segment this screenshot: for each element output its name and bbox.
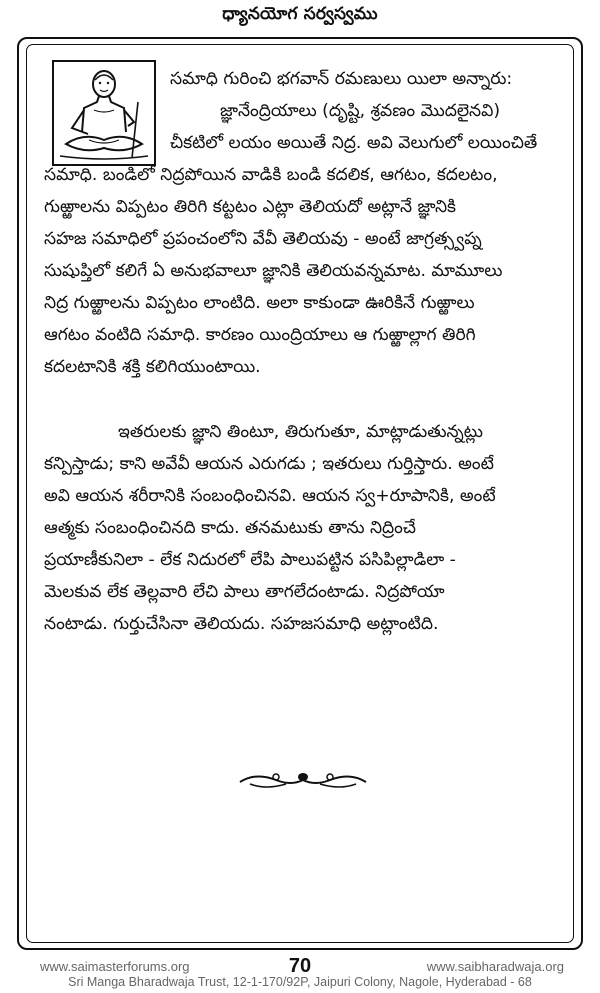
text-line: నంటాడు. గుర్తుచేసినా తెలియదు. సహజసమాధి అట్లాంటిది. [44,614,439,634]
text-line: ఆత్మకు సంబంధించినది కాదు. తనమటుకు తాను నిద్రించే [44,518,416,538]
text-line: ప్రయాణీకునిలా - లేక నిదురలో లేపి పాలుపట్టిన పసిపిల్లాడిలా - [44,550,456,570]
seated-sage-icon [54,62,154,164]
text-line: సుషుప్తిలో కలిగే ఏ అనుభవాలూ జ్ఞానికి తెలియవన్నమాట. మామూలు [44,261,503,281]
text-line: సమాధి గురించి భగవాన్ రమణులు యిలా అన్నారు: [170,69,513,89]
text-line: మెలకువ లేక తెల్లవారి లేచి పాలు తాగలేదంటాడు. నిద్రపోయా [44,582,445,602]
text-line: నిద్ర గుఱ్ఱాలను విప్పటం లాంటిది. అలా కాకుండా ఊరికినే గుఱ్ఱాలు [44,293,475,313]
author-portrait-image [52,60,156,166]
paragraph-1-body [44,159,502,383]
text-line: అవి ఆయన శరీరానికి సంబంధించినవి. ఆయన స్వ+రూపానికి, అంటే [44,486,496,506]
footer-address: Sri Manga Bharadwaja Trust, 12-1-170/92P, Jaipuri Colony, Nagole, Hyderabad - 68 [68,975,532,989]
running-header: ధ్యానయోగ సర్వస్వము [222,4,378,24]
text-line: ఆగటం వంటిది సమాధి. కారణం యింద్రియాలు ఆ గుఱ్ఱాల్లాగ తిరిగి [44,325,476,345]
text-line: కదలటానికి శక్తి కలిగియుంటాయి. [44,357,261,377]
text-line: కన్పిస్తాడు; కాని అవేవీ ఆయన ఎరుగడు ; ఇతరులు గుర్తిస్తారు. అంటే [44,454,494,474]
page-number: 70 [288,955,312,977]
text-line: జ్ఞానేంద్రియాలు (దృష్టి, శ్రవణం మొదలైనవి) [220,101,501,121]
text-line: చీకటిలో లయం అయితే నిద్ర. అవి వెలుగులో లయించితే [170,133,538,153]
footer-website-right: www.saibharadwaja.org [426,959,564,974]
text-line: సహజ సమాధిలో ప్రపంచంలోని వేవీ తెలియవు - అంటే జాగ్రత్స్వప్న [44,229,482,249]
end-ornament-icon [236,768,370,792]
paragraph-2 [44,416,496,640]
footer-website-left: www.saimasterforums.org [40,959,190,974]
text-line: గుఱ్ఱాలను విప్పటం తిరిగి కట్టటం ఎట్లా తెలియదో అట్లానే జ్ఞానికి [44,197,457,217]
text-line: ఇతరులకు జ్ఞాని తింటూ, తిరుగుతూ, మాట్లాడుతున్నట్లు [118,422,483,442]
paragraph-1-intro [170,63,537,159]
text-line: సమాధి. బండిలో నిద్రపోయిన వాడికి బండి కదలిక, ఆగటం, కదలటం, [44,165,498,185]
